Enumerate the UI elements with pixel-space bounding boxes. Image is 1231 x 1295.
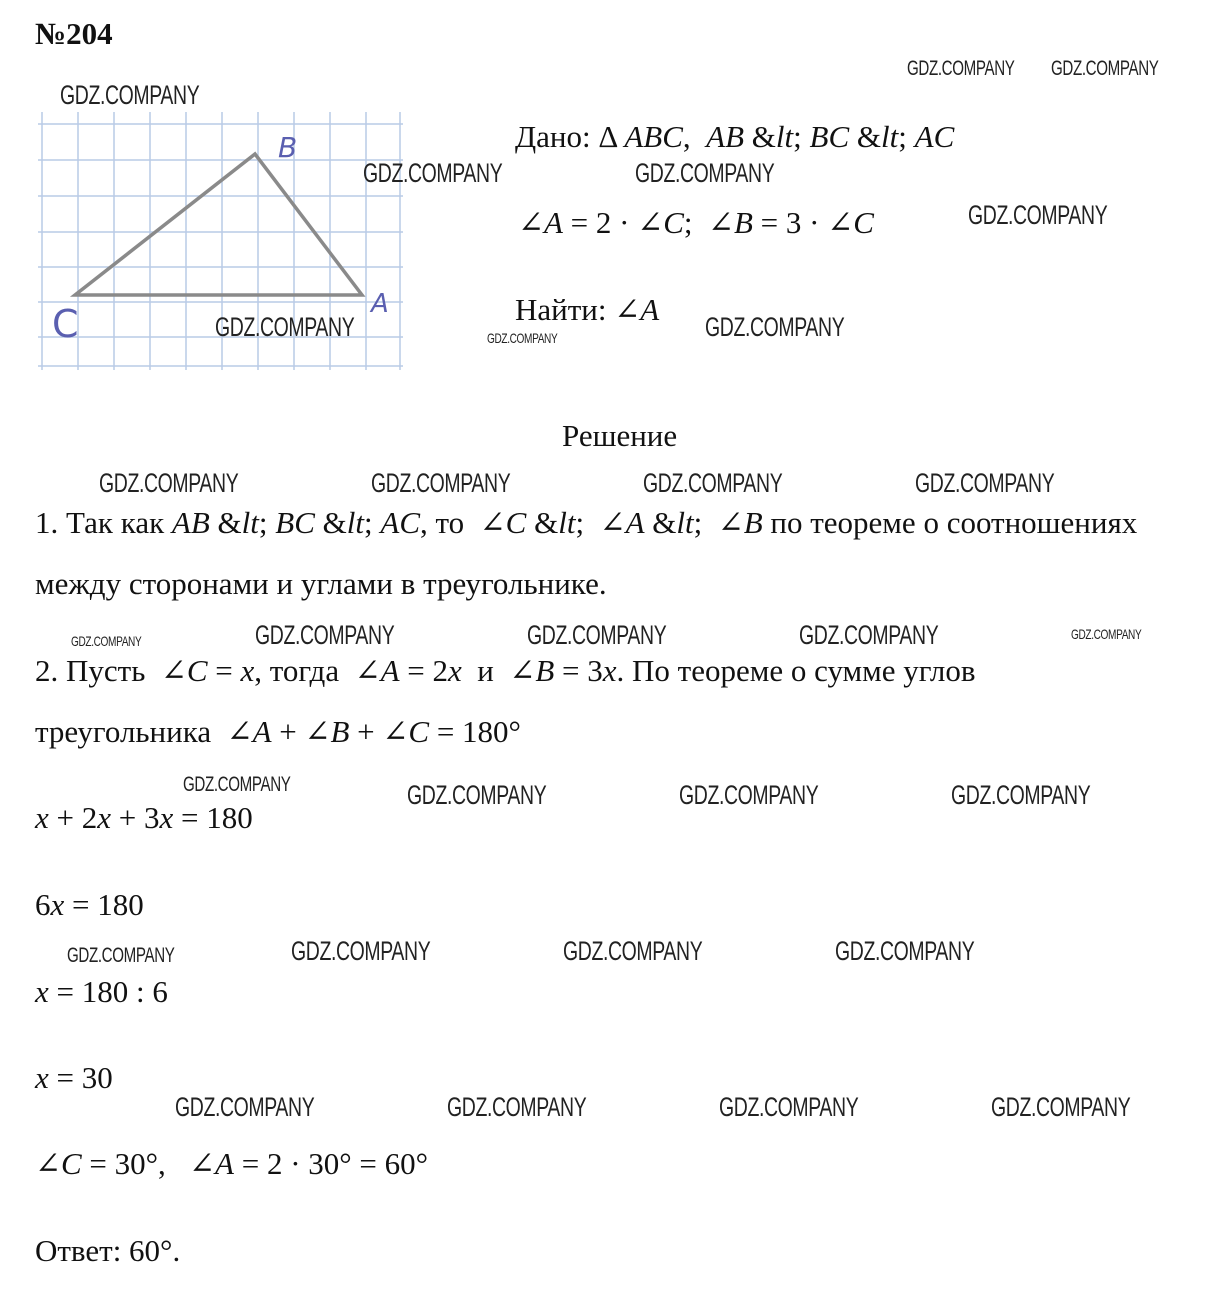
watermark: GDZ.COMPANY [1051,57,1159,80]
watermark: GDZ.COMPANY [67,944,175,967]
watermark: GDZ.COMPANY [991,1092,1131,1122]
watermark: GDZ.COMPANY [487,330,558,346]
watermark: GDZ.COMPANY [291,936,431,966]
watermark: GDZ.COMPANY [635,158,775,188]
equation-line: x + 2x + 3x = 180 [35,800,253,835]
watermark: GDZ.COMPANY [907,57,1015,80]
watermark: GDZ.COMPANY [71,633,142,649]
solution-line: между сторонами и углами в треугольнике. [35,566,607,601]
watermark: GDZ.COMPANY [255,620,395,650]
watermark: GDZ.COMPANY [407,780,547,810]
watermark: GDZ.COMPANY [968,200,1108,230]
watermark: GDZ.COMPANY [679,780,819,810]
solution-line: 1. Так как AB &lt; BC &lt; AC, то ∠C &lt; ∠A &lt; ∠B по теореме о соотношениях [35,505,1138,540]
watermark: GDZ.COMPANY [215,312,355,342]
given-angles: ∠A = 2 · ∠C; ∠B = 3 · ∠C [518,205,874,240]
watermark: GDZ.COMPANY [915,468,1055,498]
watermark: GDZ.COMPANY [643,468,783,498]
equation-line: x = 180 : 6 [35,974,168,1009]
equation-line: 6x = 180 [35,887,144,922]
result-line: ∠C = 30°, ∠A = 2 · 30° = 60° [35,1146,429,1181]
solution-line: треугольника ∠A + ∠B + ∠C = 180° [35,714,521,749]
watermark: GDZ.COMPANY [363,158,503,188]
solution-heading: Решение [562,418,678,453]
watermark: GDZ.COMPANY [835,936,975,966]
answer-line: Ответ: 60°. [35,1233,181,1268]
problem-number: №204 [35,16,113,51]
watermark: GDZ.COMPANY [447,1092,587,1122]
watermark: GDZ.COMPANY [183,773,291,796]
watermark: GDZ.COMPANY [1071,626,1142,642]
watermark: GDZ.COMPANY [799,620,939,650]
triangle-abc [75,154,362,295]
watermark: GDZ.COMPANY [371,468,511,498]
watermark: GDZ.COMPANY [527,620,667,650]
watermark: GDZ.COMPANY [60,80,200,110]
given-line: Дано: Δ ABC, AB &lt; BC &lt; AC [515,119,955,154]
find-line: Найти: ∠A [515,292,660,327]
watermark: GDZ.COMPANY [99,468,239,498]
watermark: GDZ.COMPANY [719,1092,859,1122]
solution-line: 2. Пусть ∠C = x, тогда ∠A = 2x и ∠B = 3x. По теореме о сумме углов [35,653,976,688]
equation-line: x = 30 [35,1060,113,1095]
watermark: GDZ.COMPANY [175,1092,315,1122]
watermark: GDZ.COMPANY [951,780,1091,810]
vertex-c-label: C [52,302,79,346]
vertex-b-label: B [278,131,298,164]
watermark: GDZ.COMPANY [705,312,845,342]
vertex-a-label: A [371,289,389,319]
watermark: GDZ.COMPANY [563,936,703,966]
